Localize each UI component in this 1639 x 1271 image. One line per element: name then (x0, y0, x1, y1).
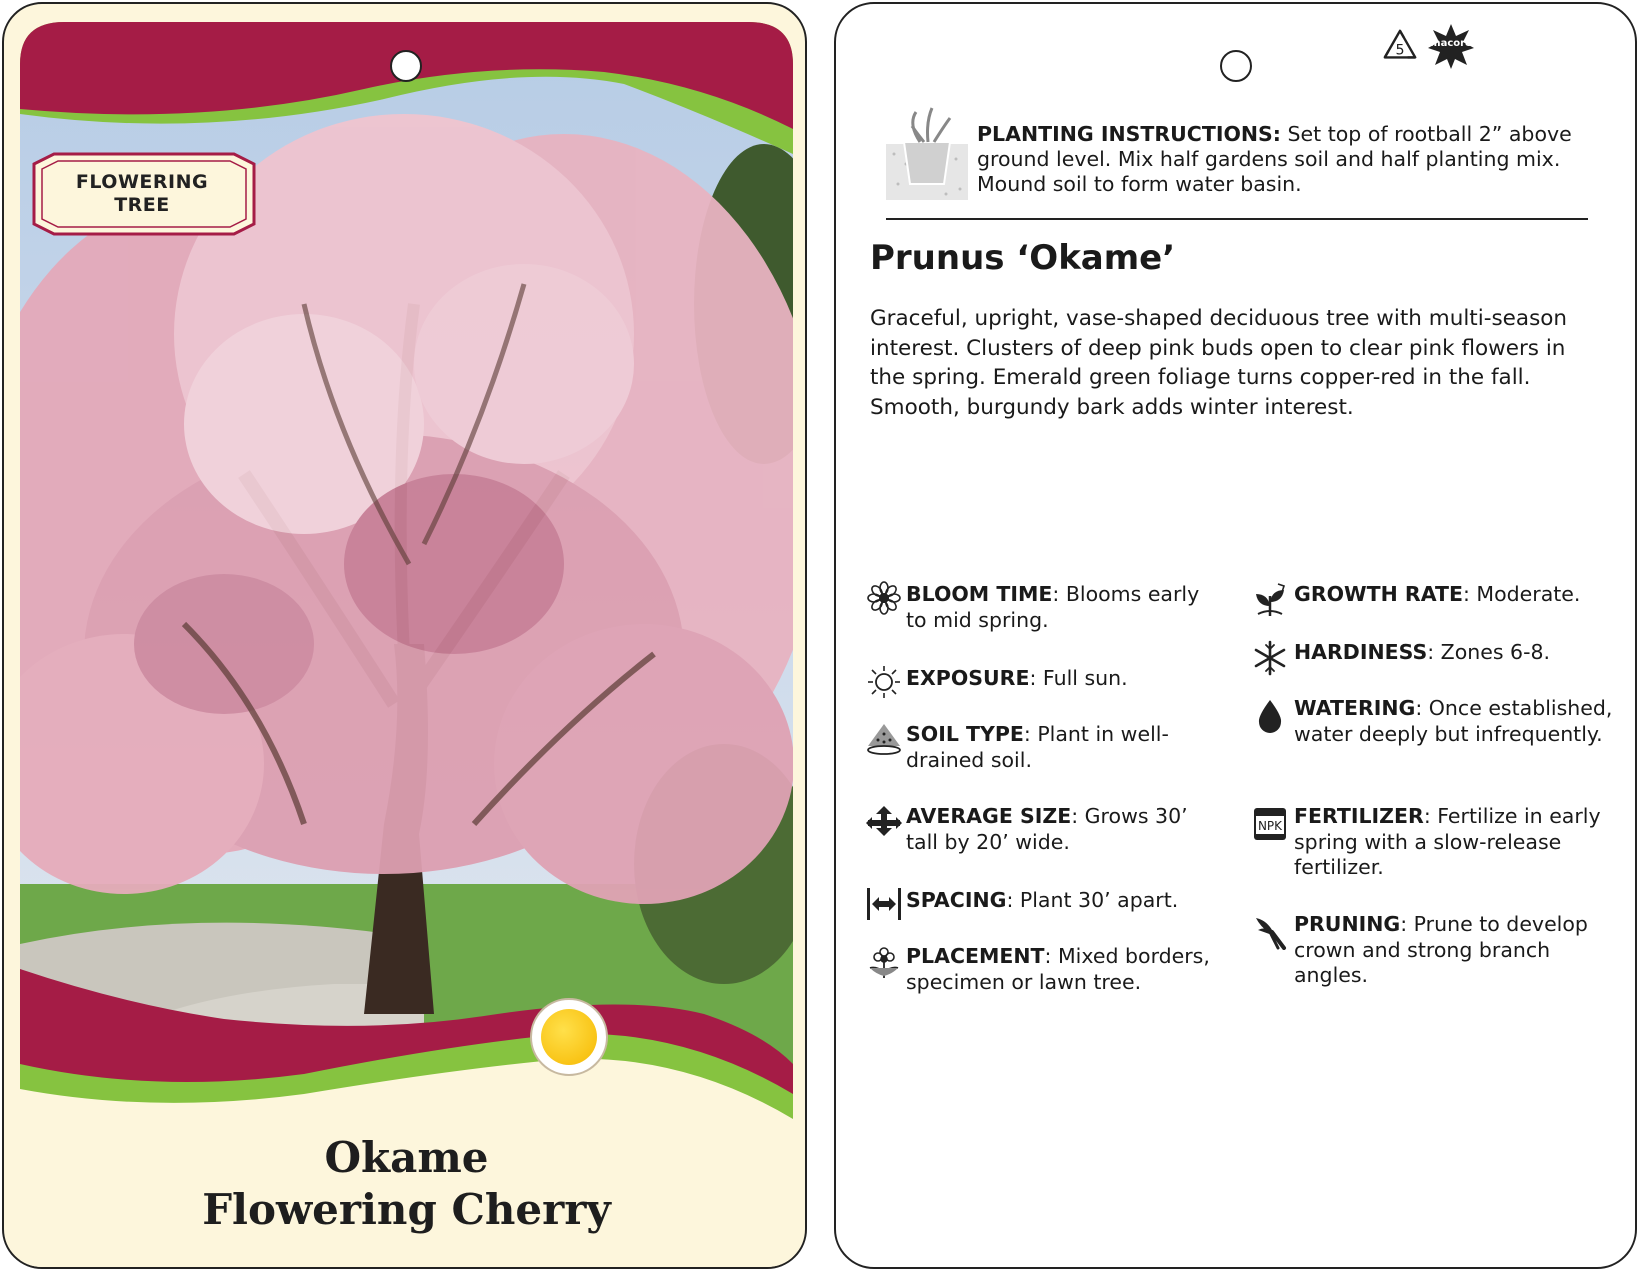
macore-logo (1427, 22, 1475, 70)
attribute-spacing: SPACING: Plant 30’ apart. (906, 888, 1179, 912)
botanical-name: Prunus ‘Okame’ (870, 238, 1176, 278)
macore-text: macore (1430, 38, 1472, 49)
common-name-line2: Flowering Cherry (202, 1185, 611, 1234)
snowflake-icon (1252, 640, 1288, 676)
tag-front (2, 2, 807, 1269)
spacing-icon (866, 886, 902, 922)
attribute-bloom-time: BLOOM TIME: Blooms early to mid spring. (906, 582, 1200, 632)
category-badge (32, 171, 252, 217)
attribute-exposure: EXPOSURE: Full sun. (906, 666, 1128, 690)
common-name-line1: Okame (324, 1133, 489, 1182)
sun-icon (530, 998, 608, 1076)
attribute-growth-rate: GROWTH RATE: Moderate. (1294, 582, 1581, 606)
badge-line2: TREE (114, 194, 170, 216)
soil-icon (866, 720, 902, 756)
hang-hole (1220, 50, 1252, 82)
logos (1381, 22, 1475, 70)
sun-outline-icon (866, 664, 902, 700)
planting-pot-icon (886, 104, 968, 200)
sprout-icon (1252, 582, 1288, 618)
pruner-icon (1252, 914, 1288, 950)
planting-instructions (977, 122, 1597, 197)
flower-icon (866, 580, 902, 616)
tag-back (834, 2, 1637, 1269)
size-arrows-icon (866, 804, 902, 840)
attribute-placement: PLACEMENT: Mixed borders, specimen or lawn tree. (906, 944, 1210, 994)
water-drop-icon (1252, 698, 1288, 734)
npk-icon (1252, 806, 1288, 842)
attribute-average-size: AVERAGE SIZE: Grows 30’ tall by 20’ wide. (906, 804, 1188, 854)
common-name (4, 1132, 807, 1236)
planting-label: PLANTING INSTRUCTIONS: (977, 122, 1282, 146)
divider (886, 218, 1588, 220)
attribute-soil-type: SOIL TYPE: Plant in well-drained soil. (906, 722, 1169, 772)
planting-body: Set top of rootball 2” above ground level. Mix half gardens soil and half planting mix. Mound soil to form water basin. (977, 122, 1572, 196)
attribute-fertilizer: FERTILIZER: Fertilize in early spring with a slow-release fertilizer. (1294, 804, 1601, 879)
badge-line1: FLOWERING (75, 171, 209, 193)
placement-icon (866, 944, 902, 980)
recycle-code: 5 (1395, 42, 1405, 59)
npk-label: NPK (1257, 819, 1283, 833)
plant-description: Graceful, upright, vase-shaped deciduous tree with multi-season interest. Clusters of deep pink buds open to clear pink flowers in the spring. Emerald green foliage turns copper-red in the fall. Smooth, burgundy bark adds winter interest. (870, 306, 1568, 420)
attribute-pruning: PRUNING: Prune to develop crown and strong branch angles. (1294, 912, 1588, 987)
hang-hole (390, 50, 422, 82)
attribute-watering: WATERING: Once established, water deeply but infrequently. (1294, 696, 1613, 746)
recycle-icon (1381, 27, 1419, 65)
attribute-hardiness: HARDINESS: Zones 6-8. (1294, 640, 1551, 664)
